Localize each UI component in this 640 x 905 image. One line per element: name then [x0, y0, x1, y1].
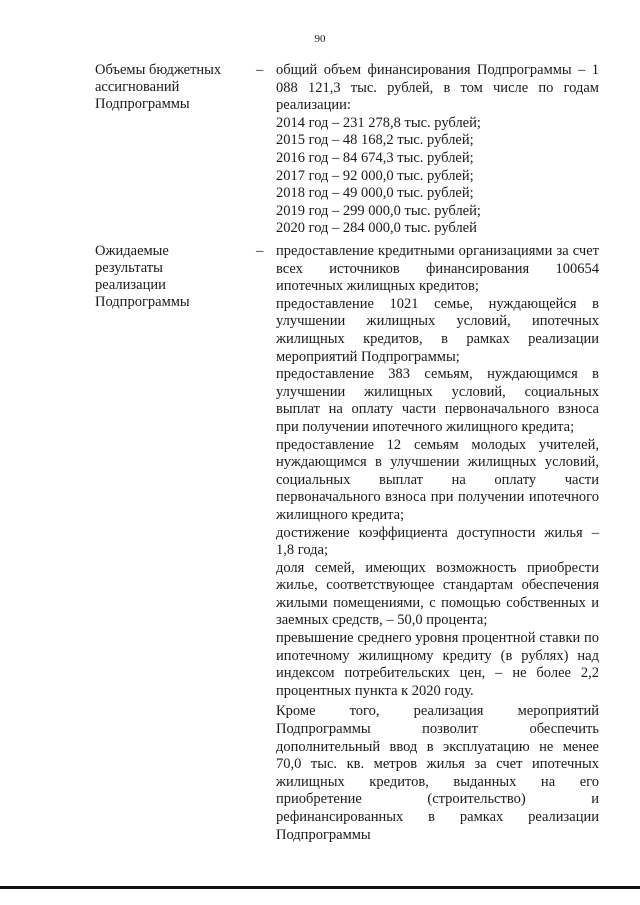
results-label [95, 243, 245, 311]
budget-year-line: 2018 год – 49 000,0 тыс. рублей; [276, 185, 474, 202]
results-label-line: Ожидаемые [95, 243, 169, 259]
result-item: предоставление 12 семьям молодых учителей, нуждающимся в улучшении жилищных условий, социальных выплат на оплату части первоначального взноса при получении ипотечного жилищного кредита; [276, 436, 599, 523]
budget-content [276, 62, 599, 238]
result-item: превышение среднего уровня процентной ставки по ипотечному жилищному кредиту (в рублях) над индексом потребительских цен, – не более 2,2 процентных пункта к 2020 году. [276, 630, 599, 699]
budget-intro: общий объем финансирования Подпрограммы – 1 088 121,3 тыс. рублей, в том числе по годам реализации: [276, 62, 599, 114]
budget-year-line: 2019 год – 299 000,0 тыс. рублей; [276, 202, 481, 219]
budget-year-line: 2016 год – 84 674,3 тыс. рублей; [276, 149, 474, 166]
results-label-line: результаты [95, 260, 163, 276]
results-label-line: реализации [95, 277, 166, 293]
budget-year-line: 2020 год – 284 000,0 тыс. рублей [276, 220, 477, 237]
budget-year-line: 2014 год – 231 278,8 тыс. рублей; [276, 114, 481, 131]
result-item: предоставление кредитными организациями за счет всех источников финансирования 100654 ипотечных жилищных кредитов; [276, 243, 599, 295]
results-content [276, 243, 599, 844]
page-number: 90 [314, 33, 326, 45]
result-item: доля семей, имеющих возможность приобрести жилье, соответствующее стандартам обеспечения жилыми помещениями, с помощью собственных и заемных средств, – 50,0 процента; [276, 559, 599, 629]
budget-label [95, 62, 245, 113]
result-item: предоставление 383 семьям, нуждающимся в улучшении жилищных условий, социальных выплат на оплату части первоначального взноса при получении ипотечного жилищного кредита; [276, 366, 599, 435]
budget-label-line: Объемы бюджетных [95, 62, 222, 78]
bottom-rule [0, 886, 640, 889]
budget-dash: – [256, 62, 264, 78]
budget-label-line: ассигнований [95, 79, 180, 95]
result-item: предоставление 1021 семье, нуждающейся в улучшении жилищных условий, ипотечных жилищных кредитов, в рамках реализации мероприятий Подпрограммы; [276, 295, 599, 365]
budget-label-line: Подпрограммы [95, 96, 190, 112]
budget-year-line: 2017 год – 92 000,0 тыс. рублей; [276, 167, 474, 184]
results-dash: – [256, 243, 264, 259]
result-item: достижение коэффициента доступности жилья – 1,8 года; [276, 524, 599, 559]
budget-year-line: 2015 год – 48 168,2 тыс. рублей; [276, 132, 474, 149]
results-conclusion: Кроме того, реализация мероприятий Подпрограммы позволит обеспечить дополнительный ввод в эксплуатацию не менее 70,0 тыс. кв. метров жилья за счет ипотечных жилищных кредитов, выданных на его приобретение (строительство) и рефинансированных в рамках реализации Подпрограммы [276, 703, 599, 843]
results-label-line: Подпрограммы [95, 294, 190, 310]
